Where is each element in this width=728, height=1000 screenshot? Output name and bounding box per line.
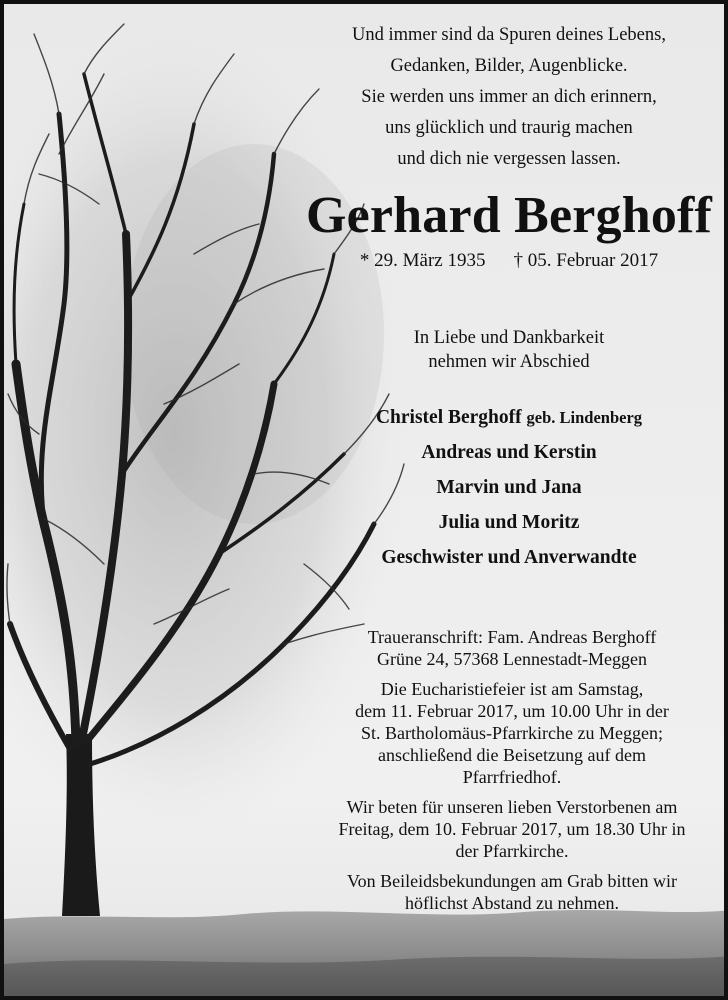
service-line: Die Eucharistiefeier ist am Samstag,: [380, 679, 644, 699]
mourner-entry: Marvin und Jana: [436, 477, 582, 498]
life-dates: [294, 248, 724, 274]
condolence-line: Von Beileidsbekundungen am Grab bitten wir: [346, 871, 678, 891]
service-line: St. Bartholomäus-Pfarrkirche zu Meggen;: [361, 723, 663, 743]
poem-line: Sie werden uns immer an dich erinnern,: [361, 87, 657, 107]
prayer-line: der Pfarrkirche.: [455, 841, 569, 861]
service-details: [300, 678, 724, 788]
mourning-address: [300, 626, 724, 670]
poem-line: und dich nie vergessen lassen.: [397, 149, 621, 169]
address-line: Traueranschrift: Fam. Andreas Berghoff: [367, 627, 657, 647]
address-line: Grüne 24, 57368 Lennestadt-Meggen: [377, 649, 647, 669]
farewell-line: In Liebe und Dankbarkeit: [413, 328, 605, 348]
farewell-text: [294, 326, 724, 374]
service-line: anschließend die Beisetzung auf dem: [378, 745, 646, 765]
poem-line: Und immer sind da Spuren deines Lebens,: [352, 25, 666, 45]
prayer-line: Wir beten für unseren lieben Verstorbenen am: [346, 797, 678, 817]
poem-line: Gedanken, Bilder, Augenblicke.: [390, 56, 628, 76]
poem-line: uns glücklich und traurig machen: [385, 118, 633, 138]
service-line: Pfarrfriedhof.: [462, 767, 562, 787]
prayer-line: Freitag, dem 10. Februar 2017, um 18.30 Uhr in: [338, 819, 686, 839]
mourner-entry: Geschwister und Anverwandte: [381, 547, 637, 568]
mourner-entry: Julia und Moritz: [438, 512, 580, 533]
mourner-widow: [294, 400, 724, 435]
deceased-name: Gerhard Berghoff: [305, 187, 713, 244]
widow-name: Christel Berghoff: [375, 407, 522, 428]
widow-maiden-name: geb. Lindenberg: [526, 408, 643, 427]
mourner-entry: Andreas und Kerstin: [421, 442, 597, 463]
farewell-line: nehmen wir Abschied: [428, 352, 590, 372]
birth-date: * 29. März 1935: [359, 250, 486, 271]
condolence-line: höflichst Abstand zu nehmen.: [405, 893, 619, 913]
service-line: dem 11. Februar 2017, um 10.00 Uhr in der: [355, 701, 669, 721]
prayer-details: [300, 796, 724, 862]
death-date: † 05. Februar 2017: [513, 250, 659, 271]
funeral-info: [300, 626, 724, 922]
memorial-poem: [294, 20, 724, 175]
condolence-note: [300, 870, 724, 914]
mourners-list: [294, 400, 724, 575]
